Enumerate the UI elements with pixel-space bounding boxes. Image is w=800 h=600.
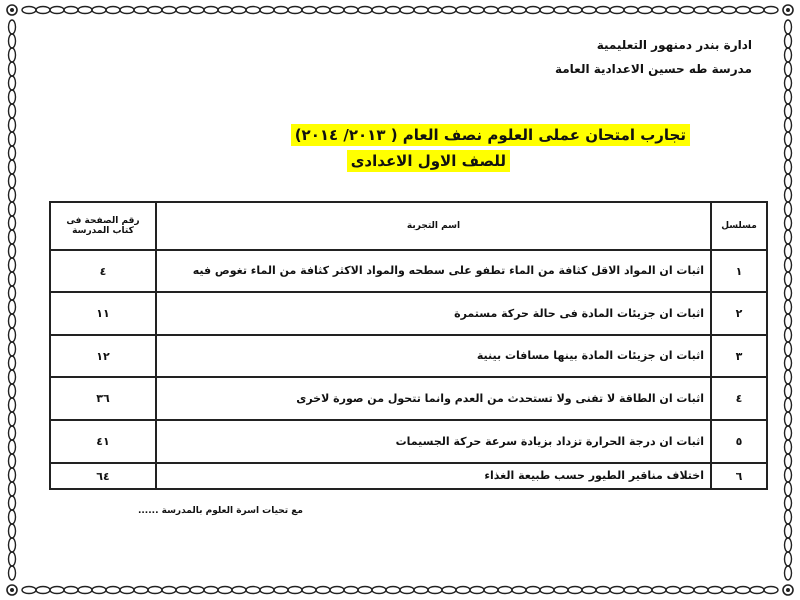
- administration-name: ادارة بندر دمنهور التعليمية: [596, 38, 752, 52]
- row-experiment-name: اثبات ان جزيئات المادة بينها مسافات بينية: [156, 335, 711, 377]
- row-serial: ٢: [711, 292, 767, 335]
- row-serial: ٥: [711, 420, 767, 463]
- exam-title: تجارب امتحان عملى العلوم نصف العام ( ٢٠١٣/ ٢٠١٤): [291, 124, 690, 146]
- grade-title: للصف الاول الاعدادى: [347, 150, 510, 172]
- table-row: [50, 292, 767, 335]
- table-row: [50, 335, 767, 377]
- row-serial: ٣: [711, 335, 767, 377]
- table-row: [50, 463, 767, 489]
- header-page-number: رقم الصفحة فى كتاب المدرسة: [50, 202, 156, 250]
- row-experiment-name: اثبات ان جزيئات المادة فى حالة حركة مستمرة: [156, 292, 711, 335]
- table-row: [50, 420, 767, 463]
- row-experiment-name: اختلاف مناقير الطيور حسب طبيعة الغذاء: [156, 463, 711, 489]
- header-serial: مسلسل: [711, 202, 767, 250]
- experiments-table: [49, 201, 768, 490]
- row-experiment-name: اثبات ان الطاقة لا تفنى ولا تستحدث من العدم وانما تتحول من صورة لاخرى: [156, 377, 711, 420]
- row-page-number: ٤: [50, 250, 156, 292]
- row-experiment-name: اثبات ان المواد الاقل كثافة من الماء تطفو على سطحه والمواد الاكثر كثافة من الماء تغوص فيه: [156, 250, 711, 292]
- row-page-number: ١١: [50, 292, 156, 335]
- table-row: [50, 377, 767, 420]
- row-serial: ٤: [711, 377, 767, 420]
- row-page-number: ٤١: [50, 420, 156, 463]
- table-row: [50, 250, 767, 292]
- header-experiment-name: اسم التجربة: [156, 202, 711, 250]
- row-serial: ١: [711, 250, 767, 292]
- row-page-number: ٦٤: [50, 463, 156, 489]
- row-serial: ٦: [711, 463, 767, 489]
- school-name: مدرسة طه حسين الاعدادية العامة: [554, 62, 752, 76]
- row-page-number: ١٢: [50, 335, 156, 377]
- row-experiment-name: اثبات ان درجة الحرارة تزداد بزيادة سرعة حركة الجسيمات: [156, 420, 711, 463]
- table-header-row: [50, 202, 767, 250]
- row-page-number: ٣٦: [50, 377, 156, 420]
- closing-note: مع تحيات اسرة العلوم بالمدرسة ......: [137, 506, 303, 516]
